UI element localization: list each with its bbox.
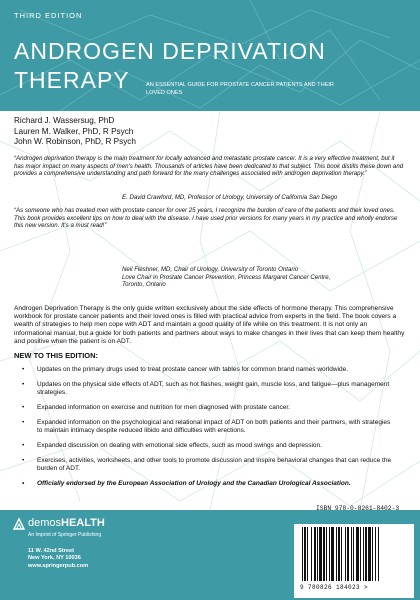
book-title-line2: THERAPY [14, 67, 130, 93]
barcode-bar [311, 527, 312, 581]
new-edition-heading: NEW TO THIS EDITION: [14, 351, 99, 360]
book-description: Androgen Deprivation Therapy is the only guide written exclusively about the side effects of hormone therapy. This comprehensive workbook for prostate cancer patients and their loved ones is filled with practical advice from experts in the field. The book covers a wealth of strategies to help men cope with ADT and maintain a good quality of life while on this treatment. It is not only an informational manual, but a guide for both patients and partners about ways to make changes in their lives that can keep them healthy and positive when the patient is on ADT. [14, 305, 405, 345]
list-item [22, 366, 397, 374]
barcode-bar [372, 527, 373, 581]
publisher-tagline: An Imprint of Springer Publishing [28, 532, 102, 538]
barcode-bar [347, 527, 349, 581]
barcode-bar [317, 527, 318, 581]
edition-label: THIRD EDITION [14, 11, 83, 20]
address-line: www.springerpub.com [28, 562, 89, 569]
barcode-number: 9 780826 184023 > [300, 584, 369, 591]
list-item [22, 404, 397, 412]
quote-attribution [122, 266, 330, 289]
quote-attribution [122, 194, 337, 202]
barcode-bar [345, 527, 346, 581]
attribution-line: Toronto, Ontario [122, 281, 166, 289]
list-item-text: Exercises, activities, worksheets, and other tools to promote discussion and inspire behavioral changes that can reduce the burden of ADT. [37, 457, 392, 472]
barcode-bar [351, 527, 352, 581]
barcode-bar [353, 527, 354, 581]
barcode-bar [302, 527, 303, 581]
publisher-name-part2: HEALTH [61, 517, 105, 529]
barcode-bar [319, 527, 322, 581]
publisher-name-part1: demos [28, 517, 62, 529]
barcode-bar [338, 527, 340, 581]
barcode-bar [304, 527, 306, 581]
bullet-icon: • [22, 442, 25, 449]
barcode-bar [378, 527, 379, 581]
barcode-bar [363, 527, 364, 581]
attribution-line: Love Chair in Prostate Cancer Prevention, Princess Margaret Cancer Centre, [122, 273, 331, 281]
barcode-bar [307, 527, 308, 581]
bullet-icon: • [22, 457, 25, 464]
list-item-text: Expanded discussion on dealing with emotional side effects, such as mood swings and depression. [37, 442, 322, 449]
endorsement-quote: “As someone who has treated men with prostate cancer for over 25 years, I recognize the burden of care of the patients and their loved ones. This book provides excellent tips on how to deal with the disease. I have used prior versions for many years in my practice and wholly endorse this new version. It’s a must read!” [14, 207, 398, 230]
new-edition-list [22, 366, 397, 495]
bullet-icon: • [22, 419, 25, 426]
list-item-text: Officially endorsed by the European Association of Urology and the Canadian Urological Association. [37, 480, 351, 487]
list-item [22, 442, 397, 450]
barcode-bar [356, 527, 359, 581]
barcode-bar [326, 527, 327, 581]
book-title-line1: ANDROGEN DEPRIVATION [14, 38, 326, 64]
barcode-bar [336, 527, 337, 581]
attribution-line: Neil Fleshner, MD, Chair of Urology, University of Toronto Ontario [122, 266, 299, 273]
author-name: Richard J. Wassersug, PhD [14, 116, 115, 125]
address-line: 11 W. 42nd Street [28, 548, 75, 554]
isbn-label: ISBN 978-0-8261-8402-3 [316, 505, 400, 512]
barcode-bar [323, 527, 325, 581]
barcode-bar [360, 527, 361, 581]
list-item [22, 419, 397, 435]
address-line: New York, NY 10036 [28, 555, 81, 562]
bullet-icon: • [22, 404, 25, 411]
barcode-bar [365, 527, 367, 581]
author-name: Lauren M. Walker, PhD, R Psych [14, 126, 134, 136]
barcode-bar [341, 527, 342, 581]
endorsement-quote: “Androgen deprivation therapy is the main treatment for locally advanced and metastatic prostate cancer. It is a very effective treatment, but it has major impact on many aspects of men’s health. Thousands of articles have been dedicated to that subject. This book distills these down and provides a comprehensive understanding and path forward for the many challenges associated with androgen deprivation therapy.” [14, 155, 404, 178]
barcode-bar [331, 527, 334, 581]
bullet-icon: • [22, 366, 25, 373]
publisher-logo-icon [12, 517, 26, 531]
barcode-icon [300, 527, 410, 581]
list-item-text: Expanded information on the psychological and relational impact of ADT on both patients and their partners, with strategies to maintain intimacy despite reduced libido and difficulties with erections. [37, 419, 391, 434]
bullet-icon: • [22, 381, 25, 388]
list-item-text: Expanded information on exercise and nutrition for men diagnosed with prostate cancer. [37, 404, 290, 411]
author-list [14, 116, 136, 148]
author-name: John W. Robinson, PhD, R Psych [14, 137, 136, 147]
barcode-bar [368, 527, 371, 581]
cover-header [0, 0, 420, 111]
publisher-name [28, 517, 105, 529]
barcode-bar [375, 527, 376, 581]
barcode-bar [329, 527, 330, 581]
list-item [22, 381, 397, 397]
bullet-icon: • [22, 480, 25, 487]
list-item [22, 457, 397, 473]
attribution-line: E. David Crawford, MD, Professor of Urology, University of California San Diego [122, 194, 338, 201]
barcode-bar [314, 527, 316, 581]
list-item-text: Updates on the primary drugs used to treat prostate cancer with tables for common brand names worldwide. [37, 366, 349, 373]
list-item-text: Updates on the physical side effects of ADT, such as hot flashes, weight gain, muscle loss, and fatigue—plus management strategies. [37, 381, 390, 396]
publisher-address [28, 548, 88, 570]
book-subtitle: AN ESSENTIAL GUIDE FOR PROSTATE CANCER PATIENTS AND THEIR LOVED ONES [146, 82, 334, 96]
list-item [22, 480, 397, 488]
